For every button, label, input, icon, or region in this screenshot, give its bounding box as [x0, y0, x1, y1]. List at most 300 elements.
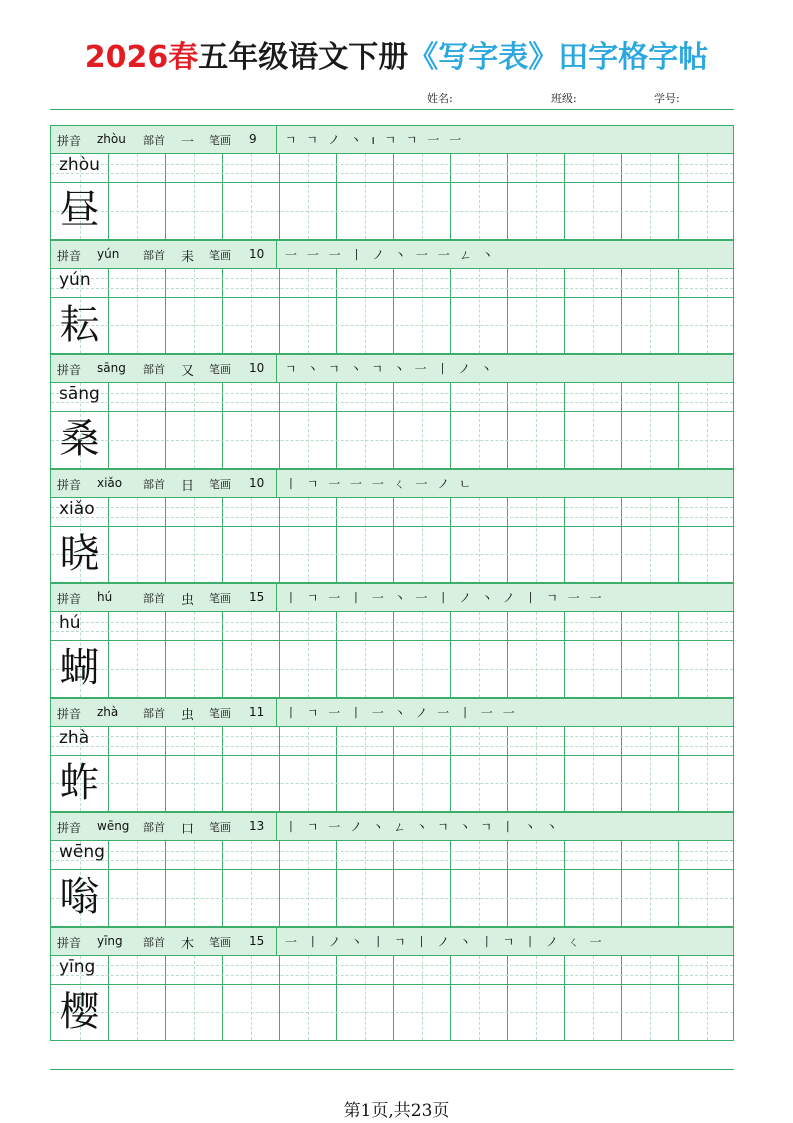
cell-guide [422, 154, 423, 239]
cell-divider [564, 612, 565, 697]
pinyin-guide-line [51, 517, 733, 518]
stroke-order: 一 丨 ノ 丶 丨 ㄱ 丨 ノ 丶 丨 ㄱ 丨 ノ ㄑ 一 [285, 934, 605, 949]
cell-divider [165, 727, 166, 812]
cell-guide [593, 154, 594, 239]
character-row [50, 812, 734, 927]
grid-row-divider [51, 297, 733, 298]
cell-guide-horizontal [51, 1012, 733, 1013]
cell-guide [251, 269, 252, 354]
character-info-box [51, 584, 277, 611]
cell-guide [422, 269, 423, 354]
character-row [50, 354, 734, 469]
cell-divider [450, 956, 451, 1041]
pinyin-guide-line [51, 851, 733, 852]
cell-divider [450, 383, 451, 468]
cell-divider [678, 154, 679, 239]
character-info-box [51, 928, 277, 955]
cell-guide [365, 956, 366, 1041]
cell-guide [479, 154, 480, 239]
character-row [50, 240, 734, 355]
model-character: 昼 [59, 187, 100, 233]
cell-guide [137, 498, 138, 583]
character-info-bar [50, 927, 734, 956]
name-label: 姓名: [427, 92, 453, 105]
cell-guide [194, 154, 195, 239]
radical-label: 部首 [143, 248, 165, 262]
cell-guide [593, 383, 594, 468]
radical-label: 部首 [143, 706, 165, 720]
tianzige-grid[interactable] [50, 956, 734, 1042]
cell-divider [336, 383, 337, 468]
cell-guide-horizontal [51, 325, 733, 326]
cell-guide [707, 612, 708, 697]
pinyin-guide-line [51, 402, 733, 403]
stroke-count-value: 10 [249, 475, 265, 490]
cell-divider [165, 956, 166, 1041]
cell-guide [593, 956, 594, 1041]
stroke-count-value: 15 [249, 933, 265, 948]
model-character: 蝴 [59, 645, 100, 691]
cell-divider [621, 383, 622, 468]
tianzige-grid[interactable] [50, 154, 734, 240]
tianzige-grid[interactable] [50, 383, 734, 469]
cell-divider [222, 154, 223, 239]
cell-divider [393, 841, 394, 926]
top-divider [50, 109, 734, 110]
character-row [50, 927, 734, 1042]
tianzige-grid[interactable] [50, 498, 734, 584]
cell-divider [507, 383, 508, 468]
cell-guide [251, 154, 252, 239]
title-sheet-name: 《写字表》田字格字帖 [408, 40, 709, 75]
cell-guide [365, 269, 366, 354]
character-info-box [51, 355, 277, 382]
cell-divider [108, 841, 109, 926]
cell-guide [308, 841, 309, 926]
pinyin-guide-line [51, 860, 733, 861]
stroke-count-value: 10 [249, 246, 265, 261]
cell-guide [365, 612, 366, 697]
cell-divider [336, 727, 337, 812]
pinyin-guide-line [51, 736, 733, 737]
pinyin-value: xiǎo [97, 475, 123, 490]
cell-guide [650, 841, 651, 926]
cell-guide [308, 498, 309, 583]
cell-divider [450, 612, 451, 697]
cell-divider [393, 154, 394, 239]
radical-value: 虫 [181, 593, 195, 608]
radical-label: 部首 [143, 592, 165, 605]
cell-divider [336, 956, 337, 1041]
pinyin-value: zhà [97, 704, 119, 719]
cell-divider [165, 154, 166, 239]
cell-guide-horizontal [51, 783, 733, 784]
cell-divider [222, 498, 223, 583]
cell-guide [365, 727, 366, 812]
model-pinyin: hú [59, 613, 81, 633]
cell-divider [564, 383, 565, 468]
pinyin-guide-line [51, 975, 733, 976]
cell-divider [621, 727, 622, 812]
cell-divider [678, 956, 679, 1041]
cell-divider [450, 154, 451, 239]
pinyin-label: 拼音 [57, 821, 82, 835]
pinyin-guide-line [51, 393, 733, 394]
radical-value: 又 [181, 364, 195, 379]
cell-divider [564, 154, 565, 239]
cell-divider [108, 956, 109, 1041]
stroke-count-value: 9 [249, 132, 257, 146]
grid-row-divider [51, 984, 733, 985]
cell-guide [251, 841, 252, 926]
character-info-bar [50, 125, 734, 154]
cell-guide [650, 269, 651, 354]
radical-value: 耒 [181, 249, 195, 265]
pinyin-label: 拼音 [57, 935, 82, 950]
character-info-box [51, 126, 277, 153]
cell-guide [251, 727, 252, 812]
model-character: 蚱 [59, 759, 100, 806]
cell-divider [165, 269, 166, 354]
cell-guide [137, 154, 138, 239]
cell-guide [479, 727, 480, 812]
grid-row-divider [51, 640, 733, 641]
pinyin-guide-line [51, 965, 733, 966]
pinyin-label: 拼音 [57, 363, 82, 377]
cell-guide [479, 498, 480, 583]
cell-divider [621, 612, 622, 697]
cell-divider [564, 727, 565, 812]
model-pinyin: wēng [59, 842, 105, 862]
pinyin-label: 拼音 [57, 248, 82, 263]
model-pinyin: xiǎo [59, 498, 95, 519]
stroke-count-label: 笔画 [209, 821, 231, 834]
cell-guide [593, 269, 594, 354]
character-info-bar [50, 240, 734, 269]
stroke-count-label: 笔画 [209, 134, 231, 147]
cell-guide [650, 727, 651, 812]
cell-divider [222, 956, 223, 1041]
stroke-order: 丨 ㄱ 一 一 一 ㄑ 一 ノ ㄴ [285, 476, 474, 491]
cell-divider [279, 383, 280, 468]
cell-guide [308, 612, 309, 697]
cell-divider [450, 727, 451, 812]
cell-guide-horizontal [51, 440, 733, 441]
cell-divider [393, 727, 394, 812]
pinyin-guide-line [51, 173, 733, 174]
cell-guide [536, 383, 537, 468]
stroke-count-value: 15 [249, 590, 265, 604]
pinyin-label: 拼音 [57, 477, 82, 492]
grid-row-divider [51, 411, 733, 412]
cell-divider [621, 269, 622, 354]
cell-divider [507, 498, 508, 583]
radical-value: 口 [181, 822, 195, 837]
pinyin-guide-line [51, 622, 733, 623]
radical-value: 日 [181, 478, 195, 494]
cell-guide [251, 956, 252, 1041]
cell-divider [678, 383, 679, 468]
cell-divider [336, 269, 337, 354]
cell-divider [564, 269, 565, 354]
title-grade-book: 五年级语文下册 [198, 40, 409, 75]
cell-guide [365, 841, 366, 926]
model-character: 桑 [59, 416, 100, 462]
radical-label: 部首 [143, 821, 165, 834]
tianzige-grid[interactable] [50, 612, 734, 698]
cell-guide [422, 727, 423, 812]
cell-guide [479, 383, 480, 468]
pinyin-value: wēng [97, 819, 130, 833]
class-label: 班级: [551, 92, 577, 105]
character-info-box [51, 470, 277, 497]
stroke-count-value: 10 [249, 361, 265, 375]
tianzige-grid[interactable] [50, 727, 734, 813]
cell-guide [137, 841, 138, 926]
model-pinyin: yún [59, 269, 91, 290]
character-info-bar [50, 469, 734, 498]
cell-divider [108, 383, 109, 468]
cell-guide-horizontal [51, 554, 733, 555]
pinyin-label: 拼音 [57, 706, 82, 721]
cell-guide [650, 498, 651, 583]
radical-label: 部首 [143, 935, 165, 949]
cell-guide [194, 956, 195, 1041]
cell-guide [308, 269, 309, 354]
page-footer: 第1页,共23页 [343, 1101, 450, 1121]
cell-guide [422, 956, 423, 1041]
model-pinyin: zhà [59, 727, 90, 748]
cell-guide [536, 727, 537, 812]
cell-guide [137, 269, 138, 354]
cell-divider [450, 841, 451, 926]
cell-divider [507, 154, 508, 239]
cell-divider [165, 612, 166, 697]
pinyin-label: 拼音 [57, 134, 82, 148]
pinyin-value: sāng [97, 361, 126, 375]
pinyin-guide-line [51, 164, 733, 165]
cell-divider [621, 956, 622, 1041]
cell-divider [165, 841, 166, 926]
grid-row-divider [51, 755, 733, 756]
cell-divider [336, 612, 337, 697]
model-character: 耘 [59, 301, 100, 348]
model-character: 晓 [59, 530, 100, 577]
cell-guide [479, 956, 480, 1041]
cell-divider [222, 612, 223, 697]
cell-divider [678, 498, 679, 583]
cell-guide [422, 841, 423, 926]
cell-guide-horizontal [51, 898, 733, 899]
cell-guide [593, 498, 594, 583]
cell-divider [507, 612, 508, 697]
cell-guide [137, 612, 138, 697]
cell-divider [108, 727, 109, 812]
cell-guide [137, 383, 138, 468]
cell-guide [422, 612, 423, 697]
cell-guide [536, 612, 537, 697]
cell-guide [194, 498, 195, 583]
cell-divider [507, 956, 508, 1041]
cell-divider [222, 269, 223, 354]
pinyin-guide-line [51, 631, 733, 632]
cell-divider [393, 498, 394, 583]
cell-guide [650, 383, 651, 468]
cell-guide [308, 956, 309, 1041]
cell-guide [137, 956, 138, 1041]
cell-guide [707, 269, 708, 354]
cell-guide [479, 269, 480, 354]
cell-divider [279, 727, 280, 812]
tianzige-grid[interactable] [50, 269, 734, 355]
grid-row-divider [51, 526, 733, 527]
cell-divider [450, 498, 451, 583]
cell-divider [621, 498, 622, 583]
character-info-box [51, 241, 277, 268]
cell-divider [165, 498, 166, 583]
cell-divider [108, 612, 109, 697]
cell-guide-horizontal [51, 211, 733, 212]
radical-value: 一 [181, 135, 195, 150]
stroke-count-label: 笔画 [209, 363, 231, 376]
cell-divider [336, 498, 337, 583]
character-info-bar [50, 583, 734, 612]
cell-divider [279, 269, 280, 354]
radical-value: 虫 [181, 707, 195, 723]
pinyin-guide-line [51, 278, 733, 279]
cell-guide [308, 727, 309, 812]
cell-guide [194, 727, 195, 812]
cell-guide [251, 498, 252, 583]
student-id-label: 学号: [654, 92, 680, 105]
cell-divider [393, 383, 394, 468]
cell-guide [650, 612, 651, 697]
cell-divider [678, 841, 679, 926]
character-info-bar [50, 812, 734, 841]
cell-divider [564, 498, 565, 583]
cell-guide [422, 498, 423, 583]
cell-divider [621, 154, 622, 239]
cell-guide [308, 154, 309, 239]
stroke-count-label: 笔画 [209, 248, 231, 262]
cell-guide-horizontal [51, 669, 733, 670]
cell-guide [707, 498, 708, 583]
radical-label: 部首 [143, 477, 165, 491]
cell-guide [251, 612, 252, 697]
pinyin-value: zhòu [97, 132, 126, 146]
cell-divider [393, 269, 394, 354]
cell-guide [137, 727, 138, 812]
cell-divider [336, 154, 337, 239]
cell-guide [650, 956, 651, 1041]
stroke-order: 丨 ㄱ 一 ノ 丶 ㄥ 丶 ㄱ 丶 ㄱ 丨 丶 丶 [285, 820, 561, 834]
cell-divider [564, 841, 565, 926]
pinyin-guide-line [51, 288, 733, 289]
cell-guide [536, 956, 537, 1041]
cell-divider [507, 841, 508, 926]
cell-guide [365, 498, 366, 583]
cell-guide [194, 841, 195, 926]
cell-guide [536, 498, 537, 583]
tianzige-grid[interactable] [50, 841, 734, 927]
character-row [50, 125, 734, 240]
pinyin-guide-line [51, 507, 733, 508]
page-title [0, 38, 793, 78]
stroke-order: ㄱ ㄱ ノ 丶 ı ㄱ ㄱ 一 一 [285, 133, 465, 147]
stroke-order: 丨 ㄱ 一 丨 一 丶 ノ 一 丨 一 一 [285, 705, 518, 720]
cell-divider [336, 841, 337, 926]
cell-guide [422, 383, 423, 468]
cell-divider [108, 269, 109, 354]
cell-divider [678, 269, 679, 354]
cell-divider [393, 956, 394, 1041]
radical-label: 部首 [143, 363, 165, 376]
cell-divider [108, 154, 109, 239]
cell-guide [593, 727, 594, 812]
cell-guide [308, 383, 309, 468]
title-year-season: 2026春 [84, 40, 199, 75]
character-info-bar [50, 698, 734, 727]
stroke-count-label: 笔画 [209, 706, 231, 720]
cell-guide [536, 269, 537, 354]
cell-guide [707, 154, 708, 239]
grid-row-divider [51, 869, 733, 870]
cell-divider [507, 269, 508, 354]
practice-sheet [50, 125, 734, 1041]
character-row [50, 698, 734, 813]
pinyin-value: yīng [97, 933, 123, 948]
cell-guide [593, 612, 594, 697]
stroke-count-label: 笔画 [209, 592, 231, 605]
cell-divider [279, 841, 280, 926]
cell-guide [650, 154, 651, 239]
cell-divider [279, 154, 280, 239]
cell-guide [194, 269, 195, 354]
cell-divider [279, 956, 280, 1041]
stroke-count-label: 笔画 [209, 935, 231, 949]
cell-guide [707, 727, 708, 812]
cell-divider [222, 727, 223, 812]
model-character: 嗡 [59, 874, 100, 920]
model-character: 樱 [59, 988, 100, 1035]
cell-guide [194, 383, 195, 468]
cell-guide [194, 612, 195, 697]
cell-guide [707, 956, 708, 1041]
pinyin-value: yún [97, 246, 120, 261]
cell-divider [222, 841, 223, 926]
model-pinyin: sāng [59, 384, 100, 404]
cell-guide [707, 383, 708, 468]
pinyin-label: 拼音 [57, 592, 82, 606]
character-info-box [51, 699, 277, 726]
cell-divider [621, 841, 622, 926]
cell-guide [593, 841, 594, 926]
cell-divider [222, 383, 223, 468]
cell-guide [479, 612, 480, 697]
stroke-order: 一 一 一 丨 ノ 丶 一 一 ㄥ 丶 [285, 247, 497, 262]
cell-divider [393, 612, 394, 697]
radical-value: 木 [181, 936, 195, 952]
character-row [50, 469, 734, 584]
stroke-count-value: 11 [249, 704, 265, 719]
cell-guide [365, 383, 366, 468]
stroke-order: ㄱ 丶 ㄱ 丶 ㄱ 丶 一 丨 ノ 丶 [285, 362, 496, 376]
cell-divider [678, 612, 679, 697]
character-row [50, 583, 734, 698]
cell-divider [564, 956, 565, 1041]
cell-divider [507, 727, 508, 812]
cell-divider [279, 612, 280, 697]
